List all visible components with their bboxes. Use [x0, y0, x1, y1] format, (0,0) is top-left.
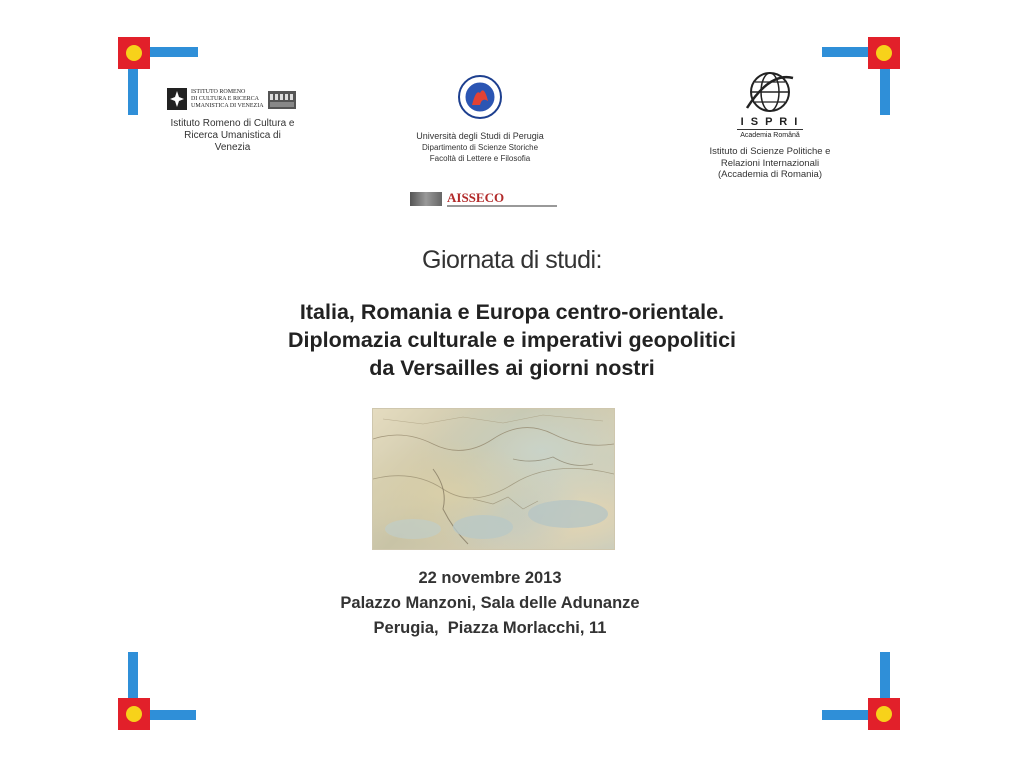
ispri-acronym: I S P R I — [740, 116, 800, 128]
event-info — [0, 566, 980, 641]
title-line-2: Diplomazia culturale e imperativi geopolitici — [287, 328, 737, 352]
caption-line-3: Facoltà di Lettere e Filosofia — [429, 154, 531, 163]
caption-line-1: Istituto di Scienze Politiche e — [709, 146, 831, 157]
logo-universita-perugia — [400, 75, 560, 164]
caption-line-2: Dipartimento di Scienze Storiche — [421, 143, 539, 152]
aisseco-tagline-stripe — [447, 205, 557, 207]
aisseco-wordmark: AISSECO — [447, 190, 505, 205]
ispri-academy: Academia Română — [740, 132, 800, 139]
cross-emblem-icon — [167, 88, 187, 110]
corner-ornament-bottom-right — [822, 652, 902, 732]
caption-line-2: Ricerca Umanistica di Venezia — [184, 130, 281, 153]
event-type-heading: Giornata di studi: — [422, 246, 602, 274]
title-line-1: Italia, Romania e Europa centro-orientale. — [299, 300, 725, 324]
aisseco-photo-icon — [410, 192, 442, 206]
event-date: 22 novembre 2013 — [418, 569, 562, 587]
logo-istituto-romeno — [165, 88, 300, 154]
europe-map-image — [372, 408, 615, 550]
ispri-divider — [737, 129, 803, 130]
globe-icon — [745, 70, 795, 114]
building-icon — [268, 89, 296, 109]
logo-ispri — [700, 70, 840, 181]
logo-aisseco — [410, 190, 570, 208]
title-line-3: da Versailles ai giorni nostri — [369, 356, 655, 380]
caption-line-1: Università degli Studi di Perugia — [416, 131, 544, 141]
emblem-line-1: ISTITUTO ROMENO — [191, 88, 246, 95]
caption-line-3: (Accademia di Romania) — [717, 169, 822, 180]
event-venue: Palazzo Manzoni, Sala delle Adunanze — [340, 594, 640, 612]
caption-line-2: Relazioni Internazionali — [720, 157, 820, 169]
corner-ornament-bottom-left — [118, 652, 198, 732]
event-address: Perugia, Piazza Morlacchi, 11 — [373, 619, 607, 637]
emblem-line-3: UMANISTICA DI VENEZIA — [191, 102, 264, 109]
event-title — [0, 298, 1024, 382]
university-seal-icon — [458, 75, 502, 119]
emblem-line-2: DI CULTURA E RICERCA — [191, 95, 259, 102]
caption-line-1: Istituto Romeno di Cultura e — [170, 118, 295, 129]
